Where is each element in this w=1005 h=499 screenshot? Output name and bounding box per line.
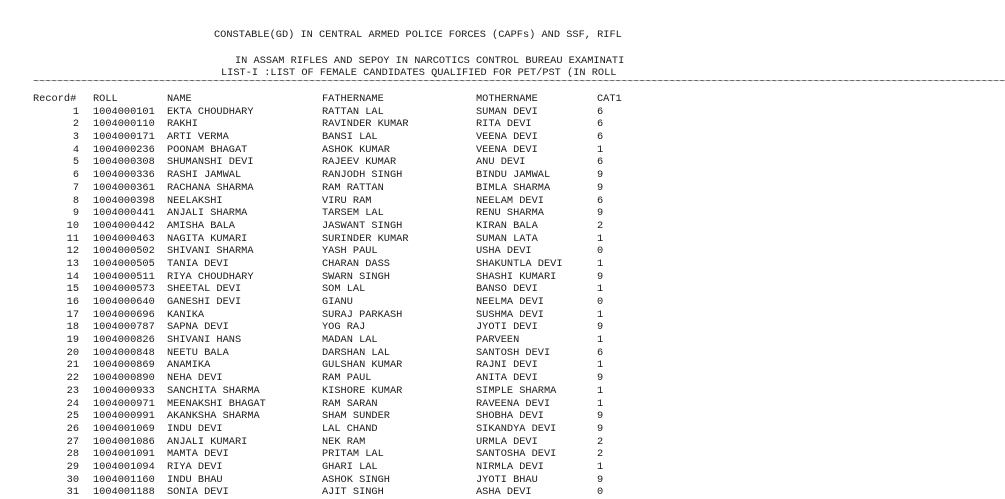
record-number: 9: [72, 207, 79, 220]
roll-number: 1004000110: [93, 118, 155, 131]
table-row: [0, 461, 658, 474]
roll-number: 1004000890: [93, 372, 155, 385]
roll-number: 1004000463: [93, 232, 155, 245]
record-number: 25: [66, 410, 79, 423]
category-code: 9: [597, 422, 604, 435]
father-name: AJIT SINGH: [322, 486, 384, 499]
record-number: 19: [66, 334, 79, 347]
candidate-name: INDU DEVI: [167, 422, 223, 435]
category-code: 1: [597, 359, 604, 372]
category-code: 9: [597, 181, 604, 194]
category-code: 6: [597, 156, 604, 169]
record-number: 2: [72, 118, 79, 131]
roll-number: 1004000826: [93, 334, 155, 347]
table-row: [0, 131, 658, 144]
record-number: 18: [66, 321, 79, 334]
candidate-name: MEENAKSHI BHAGAT: [167, 397, 266, 410]
table-body: [0, 106, 658, 499]
table-row: [0, 258, 658, 271]
table-row: [0, 372, 658, 385]
table-row: [0, 283, 658, 296]
mother-name: RITA DEVI: [476, 118, 532, 131]
roll-number: 1004000236: [93, 143, 155, 156]
table-row: [0, 398, 658, 411]
category-code: 9: [597, 207, 604, 220]
candidate-name: ANJALI KUMARI: [167, 435, 248, 448]
father-name: ASHOK KUMAR: [322, 143, 390, 156]
category-code: 6: [597, 105, 604, 118]
mother-name: BANSO DEVI: [476, 283, 538, 296]
record-number: 23: [66, 384, 79, 397]
category-code: 9: [597, 473, 604, 486]
record-number: 15: [66, 283, 79, 296]
record-number: 29: [66, 460, 79, 473]
roll-number: 1004000511: [93, 270, 155, 283]
mother-name: ASHA DEVI: [476, 486, 532, 499]
candidate-name: ANJALI SHARMA: [167, 207, 248, 220]
table-row: [0, 410, 658, 423]
table-row: [0, 296, 658, 309]
roll-number: 1004000442: [93, 219, 155, 232]
candidate-name: RAKHI: [167, 118, 198, 131]
candidate-name: NEHA DEVI: [167, 372, 223, 385]
record-number: 27: [66, 435, 79, 448]
candidate-name: NAGITA KUMARI: [167, 232, 248, 245]
category-code: 9: [597, 169, 604, 182]
table-header-row: [0, 93, 658, 106]
record-number: 10: [66, 219, 79, 232]
candidate-name: AMISHA BALA: [167, 219, 235, 232]
father-name: TARSEM LAL: [322, 207, 384, 220]
candidate-name: SHUMANSHI DEVI: [167, 156, 254, 169]
roll-number: 1004000505: [93, 257, 155, 270]
record-number: 11: [66, 232, 79, 245]
record-number: 4: [72, 143, 79, 156]
header-list-title: LIST-I :LIST OF FEMALE CANDIDATES QUALIFIED FOR PET/PST (IN ROLL: [221, 67, 617, 79]
category-code: 0: [597, 486, 604, 499]
father-name: KISHORE KUMAR: [322, 384, 403, 397]
candidate-name: ANAMIKA: [167, 359, 211, 372]
category-code: 9: [597, 270, 604, 283]
father-name: CHARAN DASS: [322, 257, 390, 270]
table-row: [0, 271, 658, 284]
mother-name: SHASHI KUMARI: [476, 270, 557, 283]
category-code: 1: [597, 460, 604, 473]
table-row: [0, 309, 658, 322]
father-name: NEK RAM: [322, 435, 366, 448]
record-number: 5: [72, 156, 79, 169]
record-number: 12: [66, 245, 79, 258]
candidate-name: SHIVANI HANS: [167, 334, 242, 347]
category-code: 1: [597, 384, 604, 397]
mother-name: RENU SHARMA: [476, 207, 544, 220]
header-title-line-1: CONSTABLE(GD) IN CENTRAL ARMED POLICE FORCES (CAPFs) AND SSF, RIFL: [214, 29, 622, 41]
table-row: [0, 245, 658, 258]
father-name: RANJODH SINGH: [322, 169, 403, 182]
mother-name: URMLA DEVI: [476, 435, 538, 448]
record-number: 14: [66, 270, 79, 283]
father-name: MADAN LAL: [322, 334, 378, 347]
table-row: [0, 474, 658, 487]
roll-number: 1004001188: [93, 486, 155, 499]
mother-name: SANTOSH DEVI: [476, 346, 551, 359]
category-code: 1: [597, 257, 604, 270]
father-name: GULSHAN KUMAR: [322, 359, 403, 372]
table-row: [0, 486, 658, 499]
roll-number: 1004000787: [93, 321, 155, 334]
mother-name: ANU DEVI: [476, 156, 526, 169]
father-name: JASWANT SINGH: [322, 219, 403, 232]
mother-name: SUMAN LATA: [476, 232, 538, 245]
category-code: 1: [597, 143, 604, 156]
record-number: 1: [72, 105, 79, 118]
category-code: 6: [597, 118, 604, 131]
mother-name: BINDU JAMWAL: [476, 169, 551, 182]
roll-number: 1004000971: [93, 397, 155, 410]
roll-number: 1004000336: [93, 169, 155, 182]
category-code: 2: [597, 448, 604, 461]
mother-name: ANITA DEVI: [476, 372, 538, 385]
father-name: SWARN SINGH: [322, 270, 390, 283]
candidate-name: RIYA DEVI: [167, 460, 223, 473]
candidate-name: RIYA CHOUDHARY: [167, 270, 254, 283]
candidate-name: AKANKSHA SHARMA: [167, 410, 260, 423]
candidate-name: SHEETAL DEVI: [167, 283, 242, 296]
table-row: [0, 220, 658, 233]
candidate-name: RACHANA SHARMA: [167, 181, 254, 194]
mother-name: NEELAM DEVI: [476, 194, 544, 207]
header-tilde-rule: ~~~~~~~~~~~~~~~~~~~~~~~~~~~~~~~~~~~~~~~~~~~~~~~~~~~~~~~~~~~~~~~~~~~~~~~~~~~~~~~~~~~~~~~~~~~~~~~~~~~~~~~~~~~~~~~~~~~~~~~~~~~~~~~~~~~~~~~~~~~~~~~~~~~~~~~~~~~~~~~~~~: [33, 77, 1005, 88]
roll-number: 1004001086: [93, 435, 155, 448]
roll-number: 1004001069: [93, 422, 155, 435]
record-number: 20: [66, 346, 79, 359]
record-number: 8: [72, 194, 79, 207]
mother-name: SIMPLE SHARMA: [476, 384, 557, 397]
roll-number: 1004000361: [93, 181, 155, 194]
roll-number: 1004001091: [93, 448, 155, 461]
category-code: 1: [597, 334, 604, 347]
candidate-name: TANIA DEVI: [167, 257, 229, 270]
table-row: [0, 195, 658, 208]
table-row: [0, 321, 658, 334]
candidate-name: SAPNA DEVI: [167, 321, 229, 334]
mother-name: SANTOSHA DEVI: [476, 448, 557, 461]
table-row: [0, 156, 658, 169]
record-number: 31: [66, 486, 79, 499]
mother-name: USHA DEVI: [476, 245, 532, 258]
father-name: RATTAN LAL: [322, 105, 384, 118]
candidate-name: KANIKA: [167, 308, 205, 321]
father-name: VIRU RAM: [322, 194, 372, 207]
roll-number: 1004000848: [93, 346, 155, 359]
father-name: RAM SARAN: [322, 397, 378, 410]
candidate-name: EKTA CHOUDHARY: [167, 105, 254, 118]
candidate-name: SONIA DEVI: [167, 486, 229, 499]
record-number: 21: [66, 359, 79, 372]
roll-number: 1004001160: [93, 473, 155, 486]
candidate-name: RASHI JAMWAL: [167, 169, 242, 182]
mother-name: NEELMA DEVI: [476, 296, 544, 308]
roll-number: 1004000308: [93, 156, 155, 169]
table-row: [0, 385, 658, 398]
table-row: [0, 423, 658, 436]
record-number: 30: [66, 473, 79, 486]
category-code: 0: [597, 296, 604, 308]
table-row: [0, 118, 658, 131]
father-name: SHAM SUNDER: [322, 410, 390, 423]
mother-name: SUSHMA DEVI: [476, 308, 544, 321]
father-name: RAM PAUL: [322, 372, 372, 385]
father-name: BANSI LAL: [322, 131, 378, 144]
roll-number: 1004000502: [93, 245, 155, 258]
category-code: 6: [597, 194, 604, 207]
column-header-roll: ROLL: [93, 93, 118, 105]
column-header-cat1: CAT1: [597, 93, 622, 105]
father-name: SURINDER KUMAR: [322, 232, 409, 245]
mother-name: JYOTI DEVI: [476, 321, 538, 334]
mother-name: KIRAN BALA: [476, 219, 538, 232]
table-row: [0, 359, 658, 372]
candidate-name: POONAM BHAGAT: [167, 143, 248, 156]
father-name: PRITAM LAL: [322, 448, 384, 461]
category-code: 0: [597, 245, 604, 258]
father-name: RAM RATTAN: [322, 181, 384, 194]
record-number: 13: [66, 257, 79, 270]
roll-number: 1004000696: [93, 308, 155, 321]
father-name: GIANU: [322, 296, 353, 308]
record-number: 17: [66, 308, 79, 321]
header-title-line-2: IN ASSAM RIFLES AND SEPOY IN NARCOTICS CONTROL BUREAU EXAMINATI: [235, 55, 625, 67]
father-name: DARSHAN LAL: [322, 346, 390, 359]
mother-name: PARVEEN: [476, 334, 520, 347]
father-name: YASH PAUL: [322, 245, 378, 258]
category-code: 1: [597, 308, 604, 321]
father-name: ASHOK SINGH: [322, 473, 390, 486]
mother-name: VEENA DEVI: [476, 143, 538, 156]
record-number: 16: [66, 296, 79, 308]
record-number: 24: [66, 397, 79, 410]
category-code: 2: [597, 435, 604, 448]
record-number: 22: [66, 372, 79, 385]
table-row: [0, 169, 658, 182]
record-number: 28: [66, 448, 79, 461]
column-header-fathername: FATHERNAME: [322, 93, 384, 105]
table-row: [0, 347, 658, 360]
record-number: 3: [72, 131, 79, 144]
mother-name: SHAKUNTLA DEVI: [476, 257, 563, 270]
roll-number: 1004001094: [93, 460, 155, 473]
roll-number: 1004000991: [93, 410, 155, 423]
mother-name: NIRMLA DEVI: [476, 460, 544, 473]
candidate-name: SHIVANI SHARMA: [167, 245, 254, 258]
roll-number: 1004000933: [93, 384, 155, 397]
roll-number: 1004000640: [93, 296, 155, 308]
category-code: 2: [597, 219, 604, 232]
table-row: [0, 207, 658, 220]
mother-name: BIMLA SHARMA: [476, 181, 551, 194]
table-row: [0, 436, 658, 449]
mother-name: JYOTI BHAU: [476, 473, 538, 486]
table-row: [0, 106, 658, 119]
column-header-name: NAME: [167, 93, 192, 105]
roll-number: 1004000869: [93, 359, 155, 372]
record-number: 26: [66, 422, 79, 435]
father-name: SURAJ PARKASH: [322, 308, 403, 321]
mother-name: SHOBHA DEVI: [476, 410, 544, 423]
category-code: 6: [597, 346, 604, 359]
mother-name: RAJNI DEVI: [476, 359, 538, 372]
category-code: 1: [597, 232, 604, 245]
roll-number: 1004000573: [93, 283, 155, 296]
father-name: YOG RAJ: [322, 321, 366, 334]
category-code: 9: [597, 321, 604, 334]
candidate-name: SANCHITA SHARMA: [167, 384, 260, 397]
table-row: [0, 334, 658, 347]
father-name: LAL CHAND: [322, 422, 378, 435]
father-name: RAJEEV KUMAR: [322, 156, 397, 169]
column-header-record: Record#: [33, 93, 77, 105]
mother-name: SIKANDYA DEVI: [476, 422, 557, 435]
category-code: 9: [597, 410, 604, 423]
category-code: 9: [597, 372, 604, 385]
father-name: SOM LAL: [322, 283, 366, 296]
table-row: [0, 182, 658, 195]
candidate-name: NEELAKSHI: [167, 194, 223, 207]
table-row: [0, 448, 658, 461]
roll-number: 1004000171: [93, 131, 155, 144]
mother-name: VEENA DEVI: [476, 131, 538, 144]
candidate-name: GANESHI DEVI: [167, 296, 242, 308]
column-header-mothername: MOTHERNAME: [476, 93, 538, 105]
candidate-name: ARTI VERMA: [167, 131, 229, 144]
table-row: [0, 144, 658, 157]
category-code: 1: [597, 283, 604, 296]
category-code: 1: [597, 397, 604, 410]
roll-number: 1004000398: [93, 194, 155, 207]
category-code: 6: [597, 131, 604, 144]
candidate-name: INDU BHAU: [167, 473, 223, 486]
roll-number: 1004000441: [93, 207, 155, 220]
father-name: RAVINDER KUMAR: [322, 118, 409, 131]
candidate-table: [0, 93, 658, 499]
candidate-name: NEETU BALA: [167, 346, 229, 359]
mother-name: RAVEENA DEVI: [476, 397, 551, 410]
record-number: 7: [72, 181, 79, 194]
father-name: GHARI LAL: [322, 460, 378, 473]
roll-number: 1004000101: [93, 105, 155, 118]
mother-name: SUMAN DEVI: [476, 105, 538, 118]
table-row: [0, 233, 658, 246]
candidate-name: MAMTA DEVI: [167, 448, 229, 461]
record-number: 6: [72, 169, 79, 182]
